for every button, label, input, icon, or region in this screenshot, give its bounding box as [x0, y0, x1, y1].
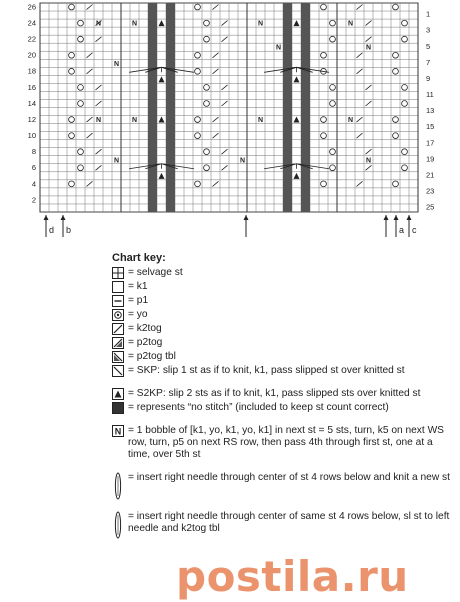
selvage-icon [112, 267, 125, 279]
left-row-number: 24 [27, 18, 36, 28]
no-stitch-column [301, 3, 310, 212]
marker-arrow-head [384, 215, 389, 220]
key-item-no-stitch [112, 402, 457, 414]
left-row-number: 12 [27, 114, 36, 124]
chart-key-title: Chart key: [112, 252, 166, 264]
left-row-number: 4 [31, 179, 36, 189]
marker-label-d: d [49, 225, 55, 235]
no-stitch-column [148, 3, 157, 212]
marker-arrow-head [394, 215, 399, 220]
bobble-symbol: N [95, 117, 102, 125]
chart-key-list [112, 267, 457, 539]
bobble-symbol: N [257, 20, 264, 28]
key-item-text: = insert right needle through center of st 4 rows below and knit a new st [128, 472, 450, 483]
right-row-number: 3 [426, 25, 431, 35]
bobble-symbol: N [365, 157, 372, 165]
bobble-symbol: N [275, 44, 282, 52]
key-item-text: = p1 [128, 295, 149, 306]
key-item-text: = S2KP: slip 2 sts as if to knit, k1, pass slipped sts over knitted st [128, 388, 421, 399]
key-item-k2tog [112, 323, 457, 335]
marker-label-a: a [399, 225, 405, 235]
yo-icon [112, 309, 125, 321]
right-row-number: 7 [426, 57, 431, 67]
key-item-p2tog-tbl [112, 351, 457, 363]
left-row-number: 6 [31, 163, 36, 173]
key-item-selvage [112, 267, 457, 279]
left-row-number: 14 [27, 98, 36, 108]
left-row-number: 10 [27, 131, 36, 141]
marker-arrow-head [244, 215, 249, 220]
left-row-number: 8 [31, 147, 36, 157]
bobble-symbol: N [113, 157, 120, 165]
left-row-number: 2 [31, 195, 36, 205]
chart-key [112, 252, 457, 541]
left-row-number: 18 [27, 66, 36, 76]
key-spacer [112, 379, 457, 388]
bobble-icon [112, 425, 125, 437]
key-item-text: = 1 bobble of [k1, yo, k1, yo, k1] in next st = 5 sts, turn, k5 on next WS row, turn, p5 on next RS row, then pass 4th through first st, one at a time, over 5th st [128, 425, 444, 460]
key-item-text: = k1 [128, 281, 148, 292]
bobble-symbol: N [95, 20, 102, 28]
needle-center-icon [112, 472, 125, 500]
key-item-bobble [112, 425, 457, 461]
right-row-number: 5 [426, 41, 431, 51]
right-row-number: 23 [426, 186, 435, 196]
key-item-text: = k2tog [128, 323, 162, 334]
key-spacer [112, 463, 457, 472]
right-row-number: 17 [426, 138, 435, 148]
marker-label-b: b [66, 225, 72, 235]
key-item-text: = yo [128, 309, 148, 320]
key-item-yo [112, 309, 457, 321]
bobble-symbol: N [113, 60, 120, 68]
marker-label-c: c [412, 225, 417, 235]
bobble-symbol: N [347, 20, 354, 28]
right-row-number: 1 [426, 9, 431, 19]
right-row-number: 9 [426, 73, 431, 83]
key-item-needle-same [112, 511, 457, 539]
k2tog-icon [112, 323, 125, 335]
key-spacer [112, 502, 457, 511]
key-item-k1 [112, 281, 457, 293]
watermark-logo: postila.ru [176, 552, 409, 601]
bobble-symbol: N [365, 44, 372, 52]
bobble-symbol: N [239, 157, 246, 165]
skp-icon [112, 365, 125, 377]
right-row-number: 13 [426, 106, 435, 116]
p1-icon [112, 295, 125, 307]
key-item-text: = p2tog tbl [128, 351, 176, 362]
key-item-needle-center [112, 472, 457, 500]
right-row-number: 21 [426, 170, 435, 180]
s2kp-icon [112, 388, 125, 400]
p2tog-tbl-icon [112, 351, 125, 363]
marker-arrow-head [61, 215, 66, 220]
needle-same-icon [112, 511, 125, 539]
k1-icon [112, 281, 125, 293]
key-item-text: = SKP: slip 1 st as if to knit, k1, pass slipped st over knitted st [128, 365, 405, 376]
right-row-number: 25 [426, 202, 435, 212]
bobble-symbol: N [257, 117, 264, 125]
left-row-number: 16 [27, 82, 36, 92]
marker-arrow-head [44, 215, 49, 220]
no-stitch-icon [112, 402, 125, 414]
bobble-symbol: N [131, 117, 138, 125]
key-item-text: = selvage st [128, 267, 183, 278]
right-row-number: 11 [426, 90, 434, 100]
left-row-number: 22 [27, 34, 36, 44]
left-row-number: 20 [27, 50, 36, 60]
key-item-p1 [112, 295, 457, 307]
key-item-text: = p2tog [128, 337, 163, 348]
svg-text:N: N [114, 426, 122, 437]
right-row-number: 15 [426, 122, 435, 132]
knitting-chart [0, 0, 460, 250]
bobble-symbol: N [347, 117, 354, 125]
key-item-skp [112, 365, 457, 377]
key-item-s2kp [112, 388, 457, 400]
key-spacer [112, 416, 457, 425]
marker-arrow-head [407, 215, 412, 220]
no-stitch-column [166, 3, 175, 212]
p2tog-icon [112, 337, 125, 349]
key-item-p2tog [112, 337, 457, 349]
key-item-text: = insert right needle through center of same st 4 rows below, sl st to left needle and k2tog tbl [128, 511, 450, 534]
bobble-symbol: N [131, 20, 138, 28]
right-row-number: 19 [426, 154, 435, 164]
no-stitch-column [283, 3, 292, 212]
left-row-number: 26 [27, 2, 36, 12]
key-item-text: = represents “no stitch” (included to keep st count correct) [128, 402, 389, 413]
